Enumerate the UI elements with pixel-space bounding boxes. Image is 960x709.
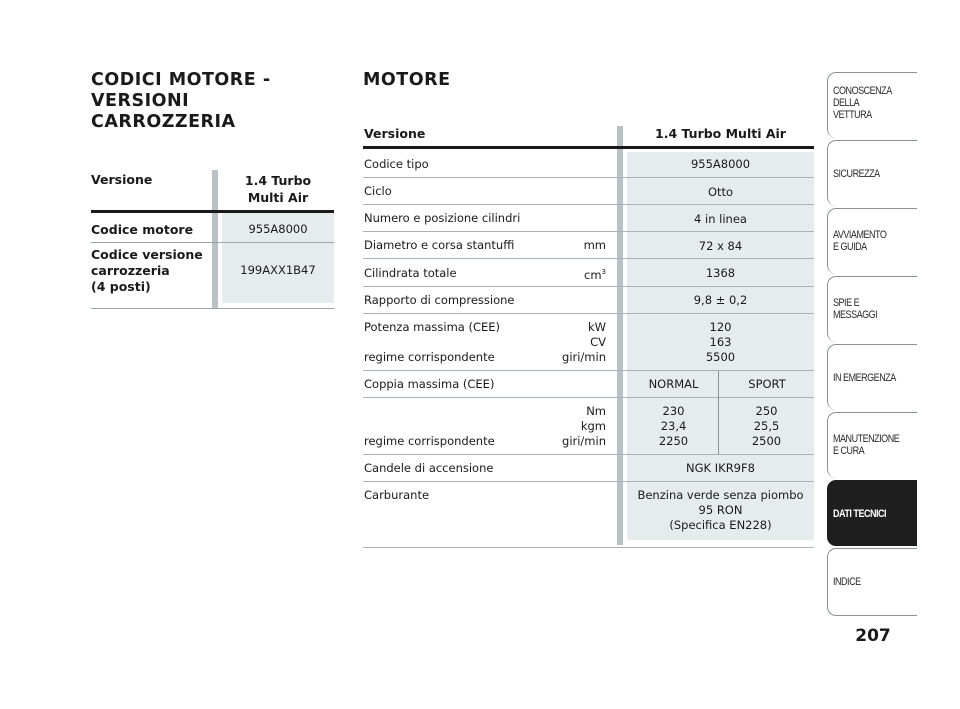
spark-plugs-value: NGK IKR9F8 (686, 461, 755, 475)
torque-normal-values: 230 23,4 2250 (658, 404, 689, 448)
torque-mode-separator (718, 371, 719, 454)
left-table-header-rule (91, 210, 334, 213)
page-number: 207 (855, 626, 891, 646)
torque-mode-sport: SPORT (748, 377, 786, 391)
engine-table-header-rule (363, 146, 814, 149)
row-rule (363, 397, 814, 398)
cylinders-label: Numero e posizione cilindri (364, 211, 521, 225)
tab-sicurezza[interactable]: SICUREZZA (827, 140, 917, 206)
bore-stroke-value: 72 x 84 (698, 239, 743, 253)
tab-conoscenza-vettura[interactable]: CONOSCENZA DELLA VETTURA (827, 72, 917, 138)
engine-code-value: 955A8000 (248, 222, 308, 236)
torque-mode-normal: NORMAL (648, 377, 699, 391)
max-torque-units: Nm kgm giri/min (562, 404, 606, 448)
engine-table-divider-bar (617, 126, 623, 545)
row-rule (363, 313, 814, 314)
compression-ratio-label: Rapporto di compressione (364, 293, 515, 307)
compression-ratio-value: 9,8 ± 0,2 (693, 293, 748, 307)
power-rpm-label: regime corrispondente (364, 350, 495, 364)
engine-type-value: 955A8000 (690, 157, 751, 171)
spark-plugs-label: Candele di accensione (364, 461, 494, 475)
row-rule (363, 481, 814, 482)
row-rule (363, 286, 814, 287)
tab-avviamento-guida[interactable]: AVVIAMENTO E GUIDA (827, 208, 917, 274)
left-table-bottom-rule (91, 308, 334, 309)
row-rule (363, 177, 814, 178)
engine-type-label: Codice tipo (364, 157, 429, 171)
tab-spie-messaggi[interactable]: SPIE E MESSAGGI (827, 276, 917, 342)
left-table-row-rule (91, 242, 334, 243)
bore-stroke-unit: mm (583, 238, 606, 252)
row-rule (363, 231, 814, 232)
torque-rpm-label: regime corrispondente (364, 434, 495, 448)
body-version-code-value: 199AXX1B47 (240, 263, 316, 277)
tab-manutenzione-cura[interactable]: MANUTENZIONE E CURA (827, 412, 917, 478)
table-bottom-rule (363, 547, 814, 548)
tab-dati-tecnici[interactable]: DATI TECNICI (827, 480, 917, 546)
tab-indice[interactable]: INDICE (827, 548, 917, 616)
engine-table-header-label: Versione (364, 126, 426, 141)
max-torque-label: Coppia massima (CEE) (364, 377, 495, 391)
cycle-label: Ciclo (364, 184, 392, 198)
torque-sport-values: 250 25,5 2500 (751, 404, 782, 448)
cycle-value: Otto (707, 185, 734, 199)
displacement-label: Cilindrata totale (364, 266, 457, 280)
cylinders-value: 4 in linea (694, 212, 747, 226)
left-table-header-value: 1.4 Turbo Multi Air (244, 173, 312, 205)
left-section-title: CODICI MOTORE - VERSIONI CARROZZERIA (91, 70, 271, 132)
tab-in-emergenza[interactable]: IN EMERGENZA (827, 344, 917, 410)
max-power-label: Potenza massima (CEE) (364, 320, 501, 334)
bore-stroke-label: Diametro e corsa stantuffi (364, 238, 515, 252)
left-table-header-label: Versione (91, 172, 153, 187)
engine-code-label: Codice motore (91, 222, 194, 237)
left-table-divider-bar (212, 170, 218, 308)
displacement-value: 1368 (705, 266, 736, 280)
row-rule (363, 454, 814, 455)
fuel-value: Benzina verde senza piombo 95 RON (Specifica EN228) (637, 488, 804, 532)
engine-section-title: MOTORE (363, 70, 451, 90)
row-rule (363, 258, 814, 259)
fuel-label: Carburante (364, 488, 430, 502)
row-rule (363, 370, 814, 371)
row-rule (363, 204, 814, 205)
engine-table-header-value: 1.4 Turbo Multi Air (655, 126, 786, 141)
max-power-units: kW CV giri/min (562, 320, 606, 364)
max-power-values: 120 163 5500 (705, 320, 736, 364)
displacement-unit: $cm^3$ (584, 267, 606, 282)
body-version-code-label: Codice versione carrozzeria (4 posti) (91, 247, 203, 294)
